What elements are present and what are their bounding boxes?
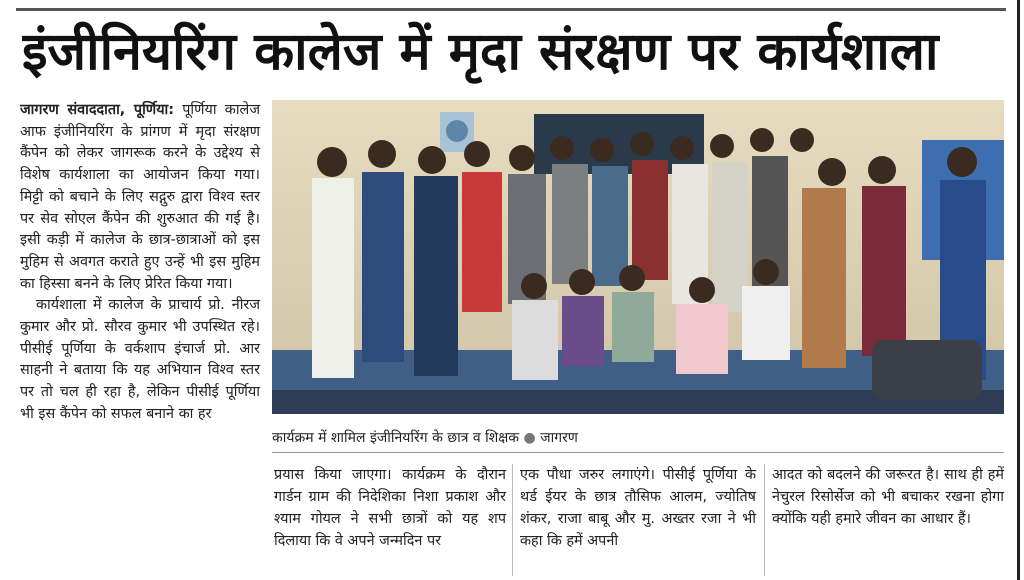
top-rule bbox=[16, 8, 1006, 11]
news-photo bbox=[272, 100, 1004, 414]
right-rule bbox=[1017, 0, 1020, 580]
article-column-3 bbox=[520, 464, 756, 552]
group-photo-illustration bbox=[272, 100, 1004, 414]
article-column-1 bbox=[20, 100, 260, 426]
article-column-2 bbox=[274, 464, 506, 552]
caption-text: कार्यक्रम में शामिल इंजीनियरिंग के छात्र व शिक्षक bbox=[272, 430, 520, 446]
byline: जागरण संवाददाता, पूर्णिया: bbox=[20, 102, 175, 118]
caption-credit: जागरण bbox=[540, 430, 578, 446]
paragraph-1 bbox=[20, 100, 260, 295]
column-divider bbox=[512, 464, 513, 576]
column-2-text: प्रयास किया जाएगा। कार्यक्रम के दौरान गार्डन ग्राम की निदेशिका निशा प्रकाश और श्याम गोयल ने सभी छात्रों को यह शप दिलाया कि वे अपने जन्मदिन पर bbox=[274, 467, 506, 549]
headline: इंजीनियरिंग कालेज में मृदा संरक्षण पर कार्यशाला bbox=[22, 22, 939, 82]
paragraph-1-body: पूर्णिया कालेज आफ इंजीनियरिंग के प्रांगण में मृदा संरक्षण कैंपेन को लेकर जागरूक करने के उद्देश्य से विशेष कार्यशाला का आयोजन किया गया। मिट्टी को बचाने के लिए सद्गुरु द्वारा विश्व स्तर पर सेव सोएल कैंपेन की शुरुआत की गई है। इसी कड़ी में कालेज के छात्र-छात्राओं को इस मुहिम से अवगत कराते हुए उन्हें भी इस मुहिम का हिस्सा बनने के लिए प्रेरित किया गया। bbox=[20, 102, 260, 292]
column-3-text: एक पौधा जरुर लगाएंगे। पीसीई पूर्णिया के थर्ड ईयर के छात्र तौसिफ आलम, ज्योतिष शंकर, राजा बाबू और मु. अख्तर रजा ने भी कहा कि हमें अपनी bbox=[520, 467, 756, 549]
column-4-text: आदत को बदलने की जरूरत है। साथ ही हमें नेचुरल रिसोर्सेज को भी बचाकर रखना होगा क्योंकि यही हमारे जीवन का आधार हैं। bbox=[772, 467, 1004, 527]
photo-caption bbox=[272, 424, 1004, 453]
column-divider bbox=[764, 464, 765, 576]
article-column-4 bbox=[772, 464, 1004, 530]
caption-separator: ● bbox=[523, 430, 536, 446]
paragraph-2: कार्यशाला में कालेज के प्राचार्य प्रो. नीरज कुमार और प्रो. सौरव कुमार भी उपस्थित रहे। पीसीई पूर्णिया के वर्कशाप इंचार्ज प्रो. आर साहनी ने बताया कि यह अभियान विश्व स्तर पर तो चल ही रहा है, लेकिन पीसीई पूर्णिया भी इस कैंपेन को सफल बनाने का हर bbox=[20, 297, 260, 422]
